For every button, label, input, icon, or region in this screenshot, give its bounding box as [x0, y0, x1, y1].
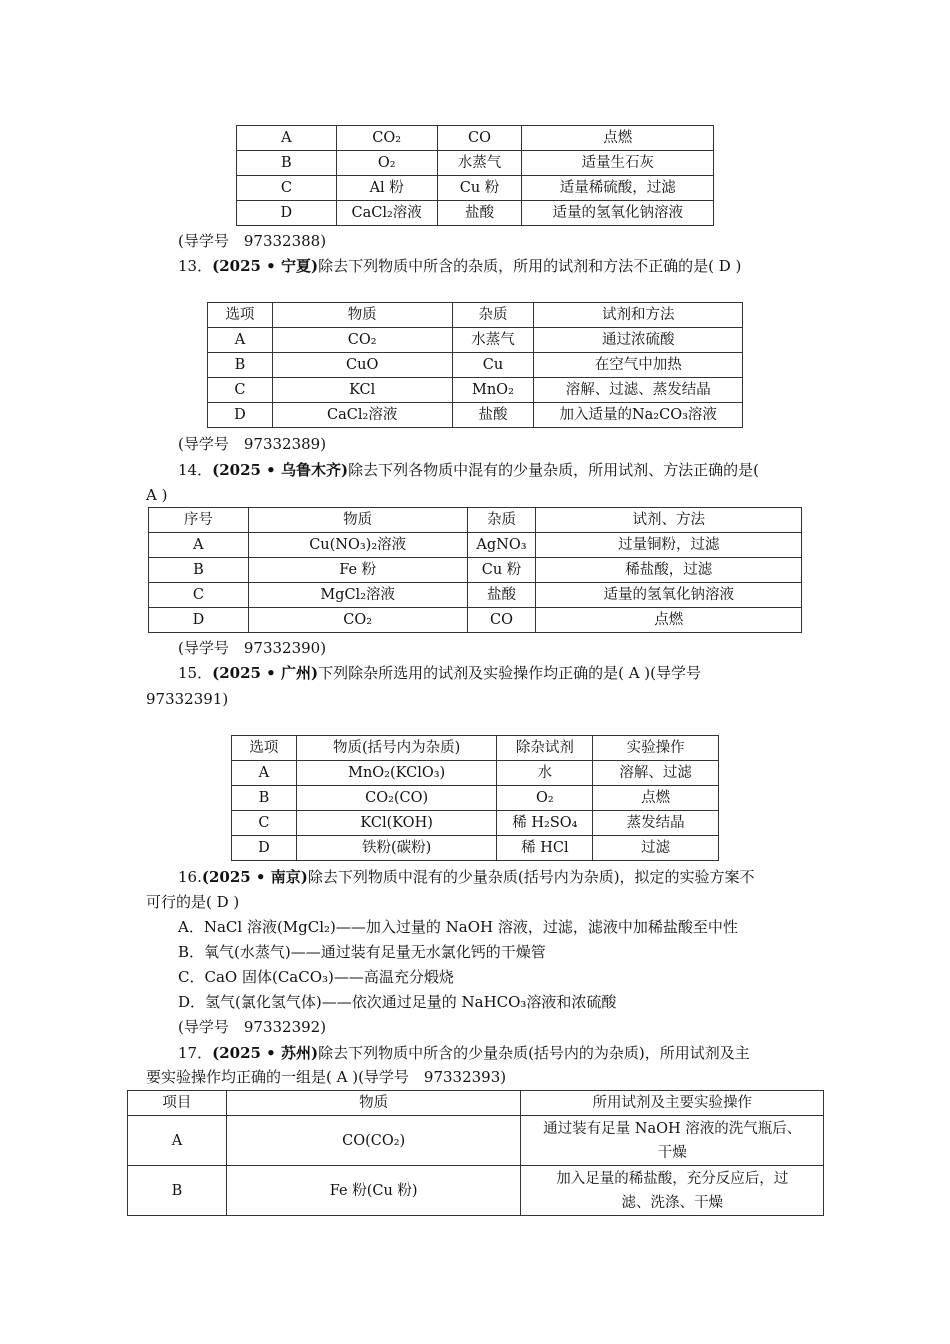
table-cell: 点燃 — [593, 786, 719, 811]
question-text-cont: 要实验操作均正确的一组是( A )(导学号 97332393) — [146, 1068, 507, 1086]
table-row — [149, 583, 802, 608]
question-15 — [178, 663, 701, 683]
table-cell: B — [149, 558, 249, 583]
column-header: 除杂试剂 — [497, 736, 593, 761]
table-cell: C — [149, 583, 249, 608]
table-cell: A — [208, 328, 273, 353]
table-cell: B — [232, 786, 297, 811]
table-row — [208, 353, 743, 378]
q15-table — [231, 735, 719, 861]
table-cell: AgNO₃ — [467, 533, 536, 558]
guide-ref: (导学号 97332388) — [178, 232, 327, 250]
table-cell: 适量的氢氧化钠溶液 — [536, 583, 802, 608]
question-text: 除去下列物质中混有的少量杂质(括号内为杂质)，拟定的实验方案不 — [307, 868, 755, 886]
column-header: 实验操作 — [593, 736, 719, 761]
table-cell: D — [232, 836, 297, 861]
guide-ref: (导学号 97332390) — [178, 639, 327, 657]
table-cell: 盐酸 — [467, 583, 536, 608]
question-number: 15． — [178, 664, 213, 682]
table-row — [237, 176, 714, 201]
table-row — [232, 786, 719, 811]
table-row — [128, 1166, 824, 1216]
table-cell: 铁粉(碳粉) — [296, 836, 497, 861]
table-cell: MnO₂(KClO₃) — [296, 761, 497, 786]
column-header: 选项 — [208, 303, 273, 328]
table-row — [149, 608, 802, 633]
column-header: 试剂、方法 — [536, 508, 802, 533]
table-cell — [521, 1166, 824, 1216]
option-a: A．NaCl 溶液(MgCl₂)——加入过量的 NaOH 溶液，过滤，滤液中加稀盐酸至中性 — [178, 918, 738, 936]
column-header: 所用试剂及主要实验操作 — [521, 1091, 824, 1116]
table-cell: CaCl₂溶液 — [336, 201, 437, 226]
question-text: 除去下列各物质中混有的少量杂质，所用试剂、方法正确的是( — [348, 461, 759, 479]
table-cell: 水蒸气 — [452, 328, 534, 353]
table-cell: 盐酸 — [452, 403, 534, 428]
table-cell: D — [149, 608, 249, 633]
question-number: 14． — [178, 461, 213, 479]
table-cell: D — [208, 403, 273, 428]
table-header-row — [128, 1091, 824, 1116]
question-number: 17． — [178, 1044, 213, 1062]
table-cell: 溶解、过滤、蒸发结晶 — [534, 378, 743, 403]
question-number: 16. — [178, 868, 202, 886]
table-cell: 适量稀硫酸，过滤 — [522, 176, 714, 201]
table-cell: 在空气中加热 — [534, 353, 743, 378]
table-cell: Fe 粉(Cu 粉) — [226, 1166, 521, 1216]
table-row — [208, 328, 743, 353]
q14-table — [148, 507, 802, 633]
column-header: 选项 — [232, 736, 297, 761]
q17-table — [127, 1090, 824, 1216]
table-cell: Fe 粉 — [248, 558, 467, 583]
table-cell: 蒸发结晶 — [593, 811, 719, 836]
table-cell: 点燃 — [522, 126, 714, 151]
table-cell: KCl — [272, 378, 452, 403]
q12-table — [236, 125, 714, 226]
question-text: 除去下列物质中所含的少量杂质(括号内的为杂质)，所用试剂及主 — [318, 1044, 750, 1062]
table-cell: Al 粉 — [336, 176, 437, 201]
table-cell: Cu 粉 — [437, 176, 522, 201]
table-cell: B — [237, 151, 337, 176]
guide-ref: (导学号 97332389) — [178, 435, 327, 453]
table-cell: O₂ — [497, 786, 593, 811]
question-source: (2025 • 宁夏) — [212, 257, 319, 275]
table-cell: CaCl₂溶液 — [272, 403, 452, 428]
column-header: 杂质 — [467, 508, 536, 533]
guide-ref: (导学号 97332392) — [178, 1018, 327, 1036]
table-cell: A — [128, 1116, 227, 1166]
table-row — [208, 403, 743, 428]
table-cell: CO₂(CO) — [296, 786, 497, 811]
table-row — [237, 201, 714, 226]
table-cell: 通过浓硫酸 — [534, 328, 743, 353]
table-cell — [521, 1116, 824, 1166]
table-row — [237, 126, 714, 151]
table-row — [208, 378, 743, 403]
table-row — [237, 151, 714, 176]
table-row — [128, 1116, 824, 1166]
question-text: 除去下列物质中所含的杂质，所用的试剂和方法不正确的是( D ) — [318, 257, 742, 275]
question-source: (2025 • 苏州) — [212, 1044, 319, 1062]
column-header: 物质 — [272, 303, 452, 328]
table-row — [149, 558, 802, 583]
table-cell: CO — [467, 608, 536, 633]
table-row — [149, 533, 802, 558]
table-cell: C — [208, 378, 273, 403]
table-cell: 适量生石灰 — [522, 151, 714, 176]
table-header-row — [208, 303, 743, 328]
table-cell: 稀 H₂SO₄ — [497, 811, 593, 836]
table-cell: 水 — [497, 761, 593, 786]
table-cell: CuO — [272, 353, 452, 378]
option-d: D．氢气(氯化氢气体)——依次通过足量的 NaHCO₃溶液和浓硫酸 — [178, 993, 617, 1011]
question-17 — [178, 1043, 750, 1063]
question-text-cont: 可行的是( D ) — [146, 893, 240, 911]
table-row — [232, 811, 719, 836]
question-16 — [178, 867, 755, 887]
table-cell: 点燃 — [536, 608, 802, 633]
table-cell: Cu — [452, 353, 534, 378]
question-text: 下列除杂所选用的试剂及实验操作均正确的是( A )(导学号 — [318, 664, 702, 682]
table-cell: 适量的氢氧化钠溶液 — [522, 201, 714, 226]
table-cell: 过量铜粉，过滤 — [536, 533, 802, 558]
column-header: 项目 — [128, 1091, 227, 1116]
table-row — [232, 761, 719, 786]
table-cell: MnO₂ — [452, 378, 534, 403]
table-cell: CO(CO₂) — [226, 1116, 521, 1166]
table-cell: 水蒸气 — [437, 151, 522, 176]
question-source: (2025 • 广州) — [212, 664, 319, 682]
table-cell: Cu 粉 — [467, 558, 536, 583]
table-cell: O₂ — [336, 151, 437, 176]
question-14 — [178, 460, 759, 480]
table-cell: 稀 HCl — [497, 836, 593, 861]
table-cell: C — [232, 811, 297, 836]
question-13 — [178, 256, 741, 276]
question-source: (2025 • 南京) — [201, 868, 308, 886]
question-answer: A ) — [146, 486, 168, 504]
cell-line: 加入足量的稀盐酸，充分反应后，过 — [556, 1170, 789, 1187]
table-cell: B — [208, 353, 273, 378]
column-header: 物质(括号内为杂质) — [296, 736, 497, 761]
table-cell: A — [149, 533, 249, 558]
table-cell: MgCl₂溶液 — [248, 583, 467, 608]
table-cell: 稀盐酸，过滤 — [536, 558, 802, 583]
table-cell: C — [237, 176, 337, 201]
table-cell: 过滤 — [593, 836, 719, 861]
column-header: 物质 — [226, 1091, 521, 1116]
column-header: 杂质 — [452, 303, 534, 328]
table-cell: CO₂ — [248, 608, 467, 633]
table-cell: A — [237, 126, 337, 151]
column-header: 试剂和方法 — [534, 303, 743, 328]
question-text-cont: 97332391) — [146, 690, 229, 708]
column-header: 序号 — [149, 508, 249, 533]
table-cell: KCl(KOH) — [296, 811, 497, 836]
table-row — [232, 836, 719, 861]
table-cell: 盐酸 — [437, 201, 522, 226]
cell-line: 滤、洗涤、干燥 — [621, 1194, 723, 1211]
table-header-row — [149, 508, 802, 533]
table-cell: CO₂ — [336, 126, 437, 151]
option-b: B．氧气(水蒸气)——通过装有足量无水氯化钙的干燥管 — [178, 943, 546, 961]
table-cell: A — [232, 761, 297, 786]
cell-line: 通过装有足量 NaOH 溶液的洗气瓶后、 — [543, 1120, 802, 1137]
table-cell: B — [128, 1166, 227, 1216]
table-cell: Cu(NO₃)₂溶液 — [248, 533, 467, 558]
table-header-row — [232, 736, 719, 761]
question-source: (2025 • 乌鲁木齐) — [212, 461, 349, 479]
table-cell: 溶解、过滤 — [593, 761, 719, 786]
option-c: C．CaO 固体(CaCO₃)——高温充分煅烧 — [178, 968, 454, 986]
cell-line: 干燥 — [657, 1144, 687, 1161]
table-cell: 加入适量的Na₂CO₃溶液 — [534, 403, 743, 428]
q13-table — [207, 302, 743, 428]
table-cell: CO — [437, 126, 522, 151]
table-cell: D — [237, 201, 337, 226]
column-header: 物质 — [248, 508, 467, 533]
table-cell: CO₂ — [272, 328, 452, 353]
question-number: 13． — [178, 257, 213, 275]
